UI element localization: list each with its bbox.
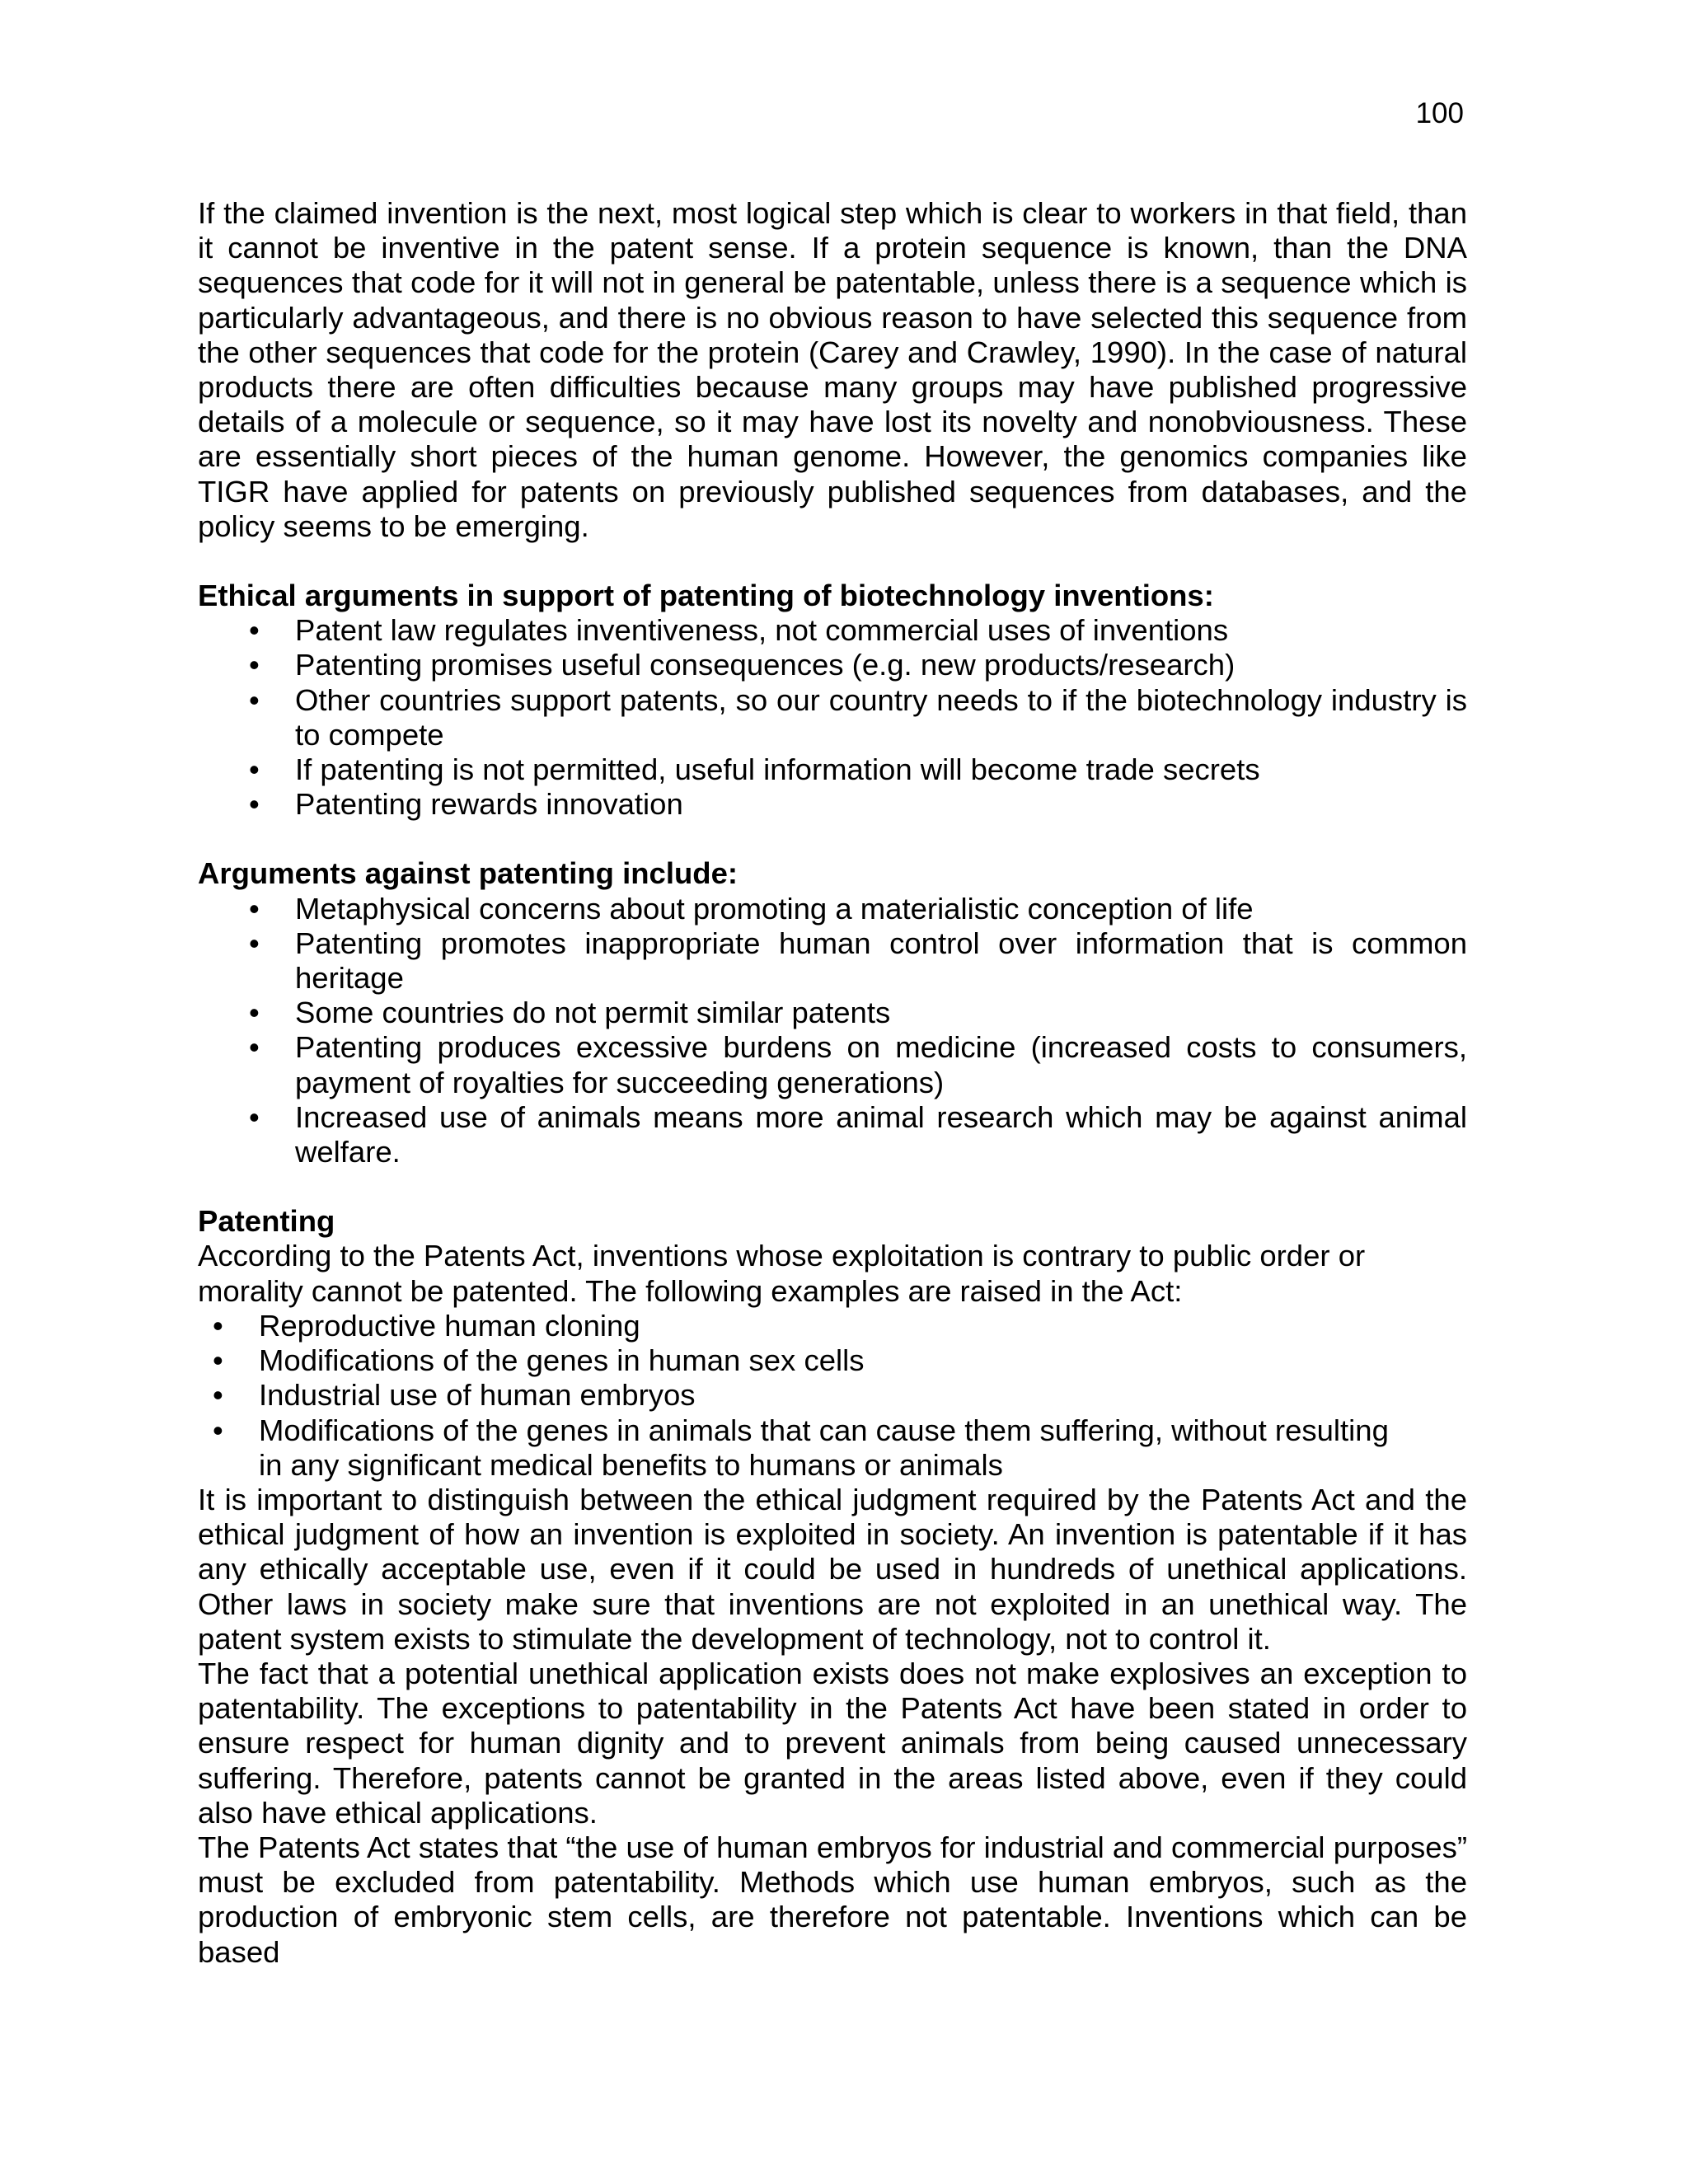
bullet-icon: •	[249, 1099, 260, 1134]
list-item-text: Patenting promises useful consequences (e.g. new products/research)	[295, 648, 1236, 682]
patenting-intro: According to the Patents Act, inventions whose exploitation is contrary to public order or morality cannot be patented. The following examples are raised in the Act:	[198, 1239, 1366, 1308]
bullet-icon: •	[249, 752, 260, 787]
list-item	[198, 1100, 1467, 1169]
bullet-icon: •	[249, 682, 260, 717]
list-item-text: Other countries support patents, so our country needs to if the biotechnology industry is to compete	[295, 682, 1467, 752]
patenting-heading: Patenting	[198, 1204, 335, 1239]
list-item-text: Industrial use of human embryos	[259, 1378, 696, 1413]
list-item	[198, 1030, 1467, 1099]
page-content	[198, 196, 1467, 1970]
support-list	[198, 613, 1467, 822]
list-item	[198, 892, 1467, 926]
list-item-text: Modifications of the genes in animals that can cause them suffering, without resulting in any significant medical benefits to humans or animals	[259, 1413, 1389, 1482]
list-item	[198, 926, 1467, 996]
list-item	[198, 752, 1467, 787]
bullet-icon: •	[249, 648, 260, 682]
list-item-text: Patenting produces excessive burdens on medicine (increased costs to consumers, payment of royalties for succeeding generations)	[295, 1030, 1467, 1099]
list-item-text: Some countries do not permit similar patents	[295, 996, 891, 1030]
list-item-text: Reproductive human cloning	[259, 1308, 640, 1343]
page-number: 100	[1415, 97, 1464, 129]
list-item-text: Patenting promotes inappropriate human control over information that is common heritage	[295, 926, 1467, 996]
bullet-icon: •	[213, 1378, 223, 1413]
patenting-list	[198, 1309, 1467, 1483]
bullet-icon: •	[213, 1343, 223, 1378]
bullet-icon: •	[249, 926, 260, 960]
list-item-text: Patent law regulates inventiveness, not commercial uses of inventions	[295, 613, 1229, 648]
list-item-text: Metaphysical concerns about promoting a materialistic conception of life	[295, 891, 1254, 926]
list-item	[198, 1413, 1467, 1483]
list-item-text: Modifications of the genes in human sex cells	[259, 1343, 865, 1378]
support-section	[198, 579, 1467, 822]
bullet-icon: •	[213, 1413, 223, 1447]
list-item	[198, 1343, 1467, 1378]
bullet-icon: •	[249, 891, 260, 926]
list-item-text: If patenting is not permitted, useful information will become trade secrets	[295, 752, 1260, 787]
list-item	[198, 1378, 1467, 1413]
list-item	[198, 683, 1467, 752]
list-item	[198, 613, 1467, 648]
list-item	[198, 648, 1467, 682]
list-item	[198, 1309, 1467, 1343]
bullet-icon: •	[249, 996, 260, 1030]
list-item-text: Patenting rewards innovation	[295, 787, 683, 822]
bullet-icon: •	[249, 1030, 260, 1065]
intro-paragraph: If the claimed invention is the next, most logical step which is clear to workers in that field, than it cannot be inventive in the patent sense. If a protein sequence is known, than the DNA sequences that code for it will not in general be patentable, unless there is a sequence which is particularly advantageous, and there is no obvious reason to have selected this sequence from the other sequences that code for the protein (Carey and Crawley, 1990). In the case of natural products there are often difficulties because many groups may have published progressive details of a molecule or sequence, so it may have lost its novelty and nonobviousness. These are essentially short pieces of the human genome. However, the genomics companies like TIGR have applied for patents on previously published sequences from databases, and the policy seems to be emerging.	[198, 196, 1467, 543]
list-item	[198, 787, 1467, 822]
against-heading: Arguments against patenting include:	[198, 856, 738, 891]
bullet-icon: •	[249, 787, 260, 822]
support-heading: Ethical arguments in support of patenting of biotechnology inventions:	[198, 579, 1214, 613]
patenting-paragraph: The fact that a potential unethical application exists does not make explosives an exception to patentability. The exceptions to patentability in the Patents Act have been stated in order to ensure respect for human dignity and to prevent animals from being caused unnecessary suffering. Therefore, patents cannot be granted in the areas listed above, even if they could also have ethical applications.	[198, 1656, 1467, 1830]
patenting-paragraph: The Patents Act states that “the use of human embryos for industrial and commercial purposes” must be excluded from patentability. Methods which use human embryos, such as the production of embryonic stem cells, are therefore not patentable. Inventions which can be based	[198, 1830, 1467, 1969]
list-item	[198, 996, 1467, 1030]
against-section	[198, 856, 1467, 1169]
patenting-section	[198, 1204, 1467, 1969]
list-item-text: Increased use of animals means more animal research which may be against animal welfare.	[295, 1099, 1467, 1169]
patenting-paragraph: It is important to distinguish between the ethical judgment required by the Patents Act and the ethical judgment of how an invention is exploited in society. An invention is patentable if it has any ethically acceptable use, even if it could be used in hundreds of unethical applications. Other laws in society make sure that inventions are not exploited in an unethical way. The patent system exists to stimulate the development of technology, not to control it.	[198, 1482, 1467, 1656]
bullet-icon: •	[213, 1308, 223, 1343]
bullet-icon: •	[249, 613, 260, 648]
against-list	[198, 892, 1467, 1170]
